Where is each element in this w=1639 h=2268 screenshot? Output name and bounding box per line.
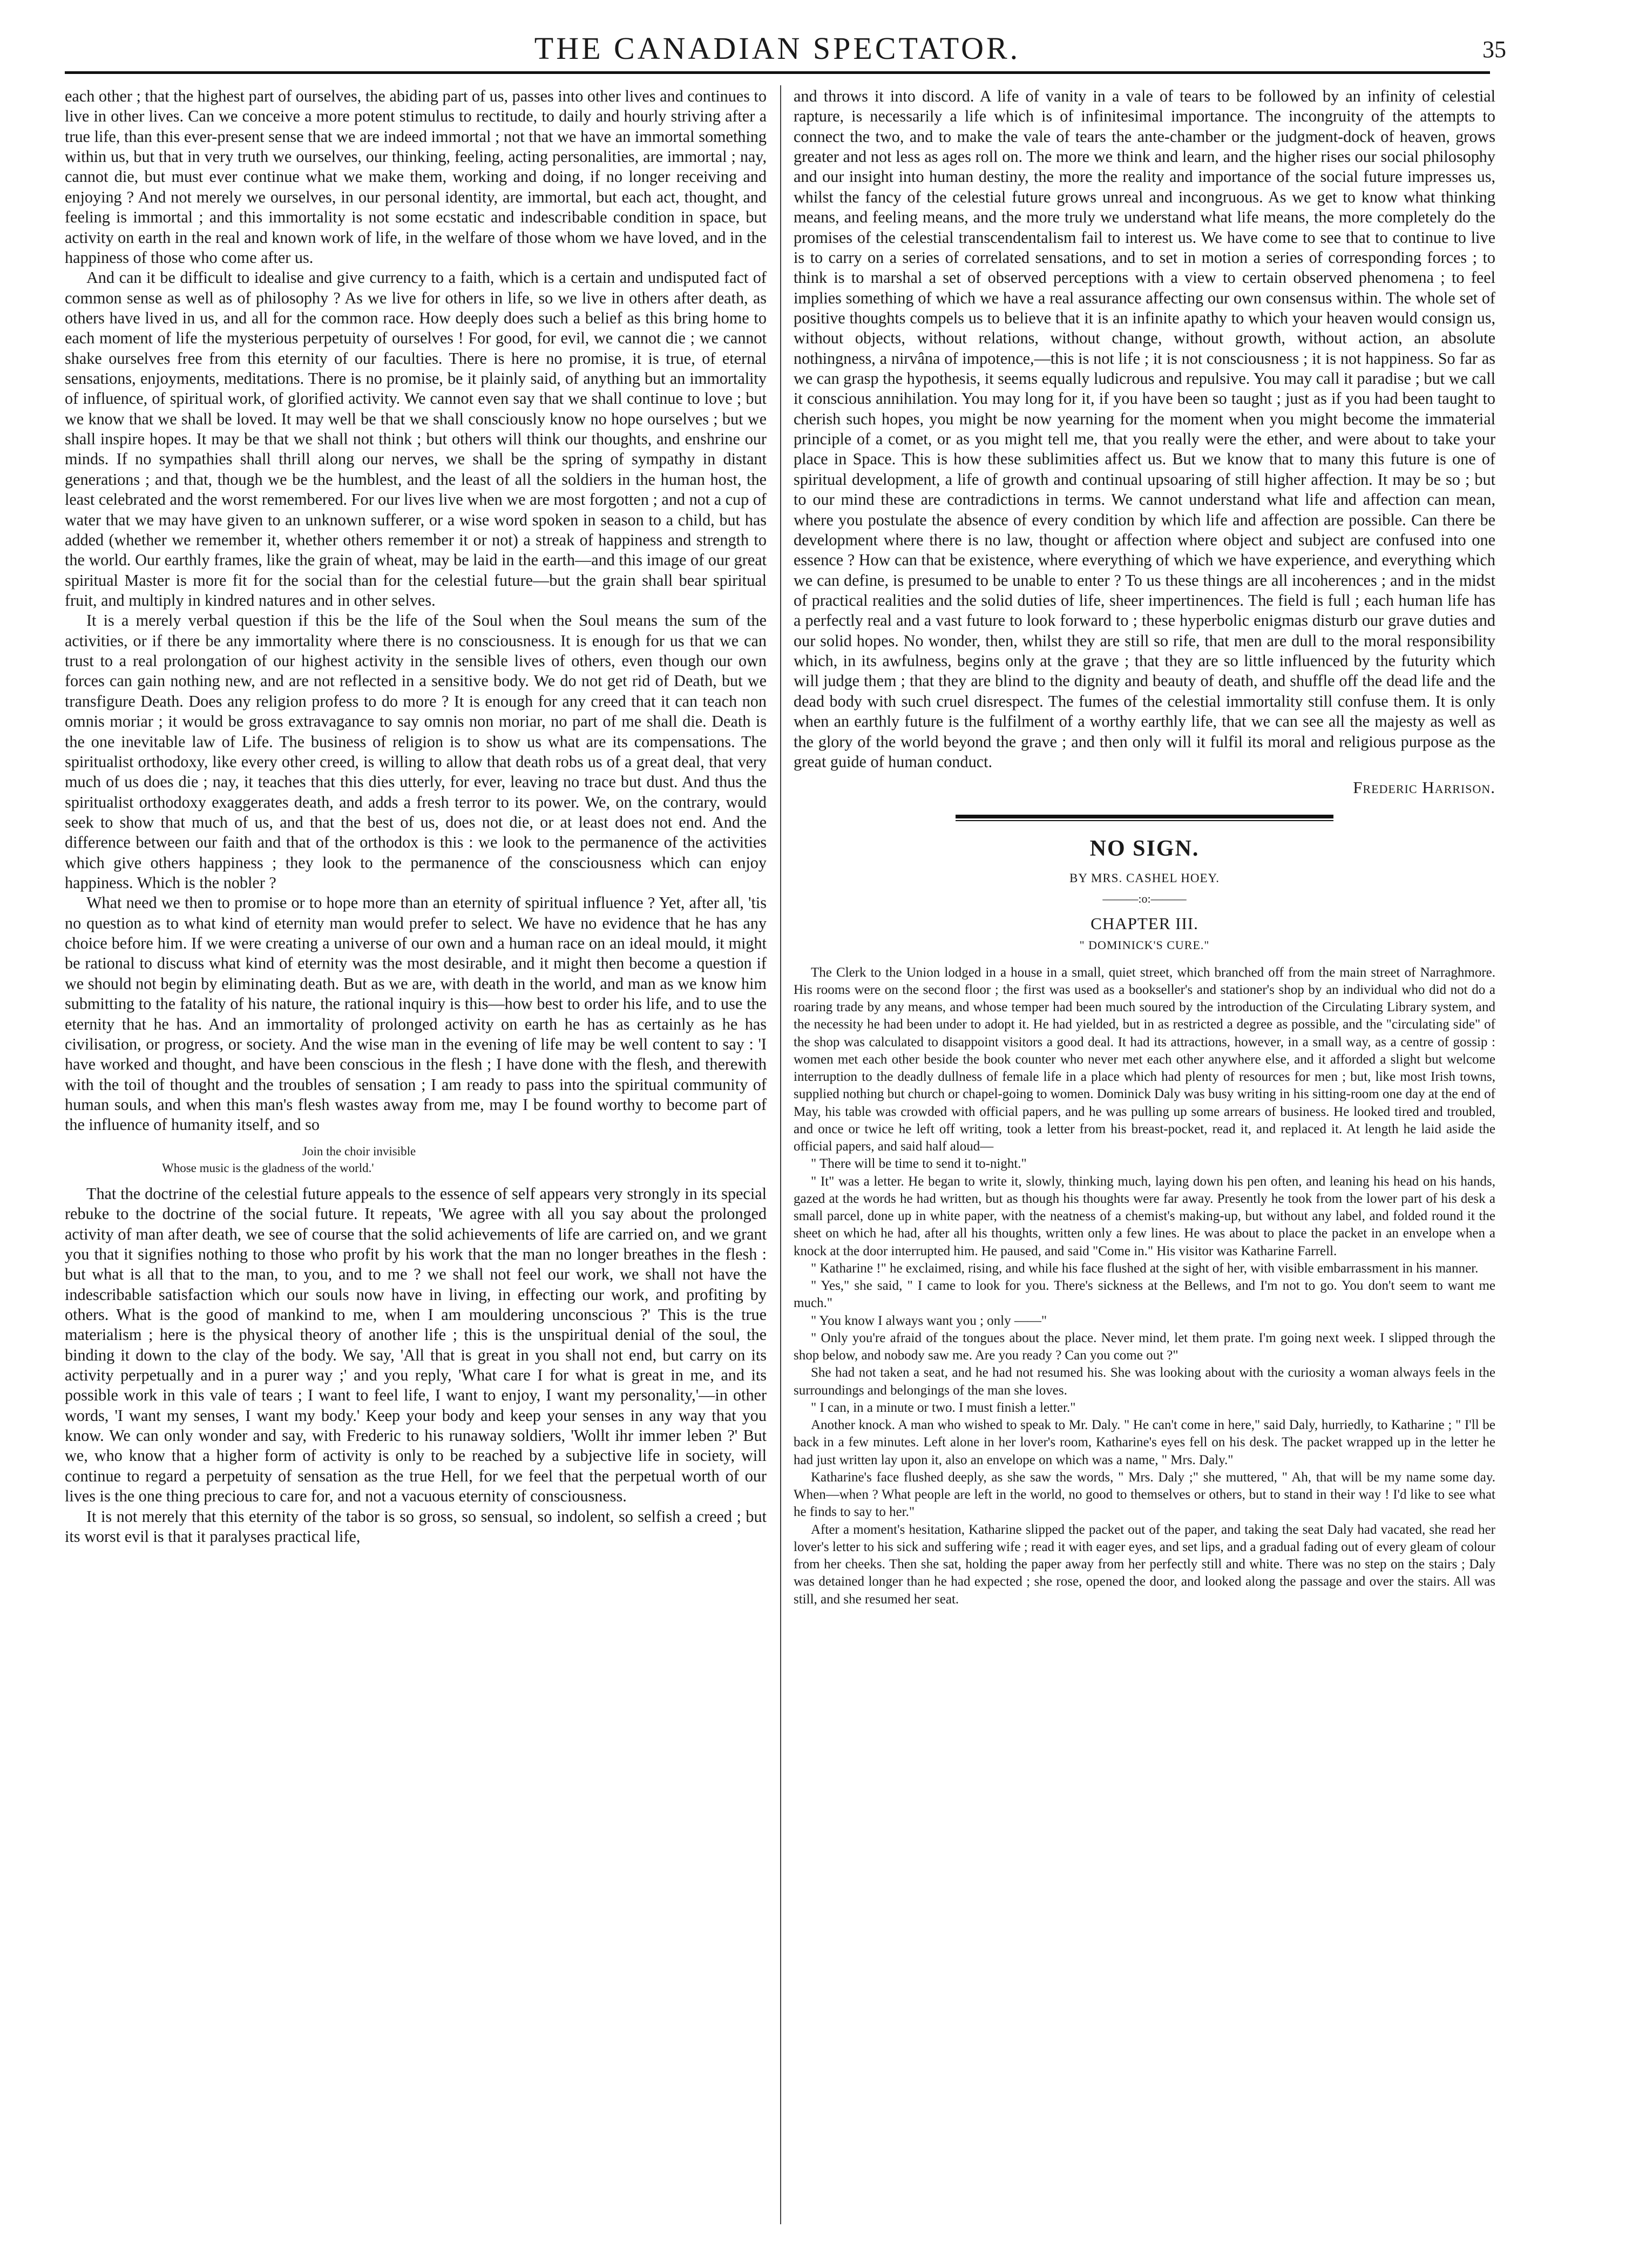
paragraph: That the doctrine of the celestial future appeals to the essence of self appears very strongly in its special rebuke to the doctrine of the social future. It repeats, 'We agree with all you say about the prolonged activity of man after death, we see of course that the solid achievements of life are carried on, and we grant you that it signifies nothing to those who profit by his work that the man no longer breathes in the flesh : but what is all that to the man, to you, and to me ? we shall not feel our work, we shall not have the indescribable satisfaction which our souls now have in living, in effecting our work, and profiting by others. What is the good of mankind to me, when I am mouldering unconscious ?' This is the true materialism ; here is the physical theory of another life ; this is the unspiritual denial of the soul, the binding it down to the clay of the body. We say, 'All that is great in you shall not end, but carry on its activity perpetually and in a purer way ;' and you reply, 'What care I for what is great in me, and its possible work in this vale of tears ; I want to feel life, I want to enjoy, I want my personality,'—in other words, 'I want my senses, I want my body.' Keep your body and keep your senses in any way that you know. We can only wonder and say, with Frederic to his runaway soldiers, 'Wollt ihr immer leben ?' But we, who know that a higher form of activity is only to be reached by a subjective life in society, will continue to regard a perpetuity of sensation as the true Hell, for we feel that the perpetual worth of our lives is the one thing precious to care for, and not a vacuous eternity of consciousness.: [65, 1184, 767, 1506]
page-number: 35: [1482, 36, 1506, 63]
story-paragraph: " Yes," she said, " I came to look for you. There's sickness at the Bellews, and I'm not to go. You don't seem to want me much.": [794, 1278, 1495, 1311]
story-paragraph: " Only you're afraid of the tongues about the place. Never mind, let them prate. I'm going next week. I slipped through the shop below, and nobody saw me. Are you ready ? Can you come out ?": [794, 1330, 1495, 1363]
story-paragraph: After a moment's hesitation, Katharine slipped the packet out of the paper, and taking the seat Daly had vacated, she read her lover's letter to his sick and suffering wife ; read it with eager eyes, and set lips, and a gradual fading out of every gleam of colour from her cheeks. Then she sat, holding the paper away from her perfectly still and white. There was no step on the stairs ; Daly was detained longer than he had expected ; she rose, opened the door, and looked along the passage and over the stairs. All was still, and she resumed her seat.: [794, 1522, 1495, 1607]
story-body: [794, 964, 1495, 1608]
column-divider: [780, 85, 781, 2224]
author-signature: Frederic Harrison.: [1353, 778, 1495, 797]
paragraph: And can it be difficult to idealise and give currency to a faith, which is a certain and undisputed fact of common sense as well as of philosophy ? As we live for others in life, so we live in others after death, as others have lived in us, and all for the common race. How deeply does such a belief as this bring home to each moment of life the mysterious perpetuity of ourselves ! For good, for evil, we cannot die ; we cannot shake ourselves free from this eternity of our faculties. There is here no promise, it is true, of eternal sensations, enjoyments, meditations. There is no promise, be it plainly said, of anything but an immortality of influence, of spiritual work, of glorified activity. We cannot even say that we shall continue to love ; but we know that we shall be loved. It may well be that we shall consciously know no hope ourselves ; but we shall inspire hopes. It may be that we shall not think ; but others will think our thoughts, and enshrine our minds. If no sympathies shall thrill along our nerves, we shall be the spring of sympathy in distant generations ; and that, though we be the humblest, and the least of all the soldiers in the human host, the least celebrated and the worst remembered. For our lives live when we are most forgotten ; and not a cup of water that we may have given to an unknown sufferer, or a wise word spoken in season to a child, but has added (whether we remember it, whether others remember it or not) a streak of happiness and strength to the world. Our earthly frames, like the grain of wheat, may be laid in the earth—and this image of our great spiritual Master is more fit for the social than for the celestial future—but the grain shall bear spiritual fruit, and multiply in kindred natures and in other selves.: [65, 268, 767, 610]
verse-line: Join the choir invisible: [302, 1144, 416, 1158]
masthead-title: THE CANADIAN SPECTATOR.: [534, 31, 1021, 66]
left-column: [65, 86, 767, 1547]
story-paragraph: " It" was a letter. He began to write it, slowly, thinking much, laying down his pen often, and leaning his head on his hands, gazed at the words he had written, but as though his thoughts were far away. Presently he took from the lower part of his desk a small parcel, done up in white paper, with the neatness of a chemist's making-up, but without any label, and folded round it the sheet on which he had, after all his thoughts, written only a few lines. He was about to place the packet in an envelope when a knock at the door interrupted him. He paused, and said "Come in." His visitor was Katharine Farrell.: [794, 1174, 1495, 1258]
story-paragraph: " I can, in a minute or two. I must finish a letter.": [811, 1400, 1076, 1415]
chapter-heading: CHAPTER III.: [1091, 914, 1198, 933]
story-paragraph: " You know I always want you ; only ——": [811, 1313, 1047, 1328]
paragraph: It is a merely verbal question if this be the life of the Soul when the Soul means the sum of the activities, or if there be any immortality where there is no consciousness. It is enough for us that we can trust to a real prolongation of our highest activity in the sensible lives of others, even though our own forces can gain nothing new, and are not reflected in a sensitive body. We do not get rid of Death, but we transfigure Death. Does any religion profess to do more ? It is enough for any creed that it can teach non omnis moriar ; it would be gross extravagance to say omnis non moriar, no part of me shall die. Death is the one inevitable law of Life. The business of religion is to show us what are its compensations. The spiritualist orthodoxy, like every other creed, is willing to allow that death robs us of a great deal, that very much of us does die ; nay, it teaches that this dies utterly, for ever, leaving no trace but dust. And thus the spiritualist orthodoxy exaggerates death, and adds a fresh terror to its power. We, on the contrary, would seek to show that much of us, and that the best of us, does not die, or at least does not end. And the difference between our faith and that of the orthodox is this : we look to the permanence of the activities which give others happiness ; they look to the permanence of the consciousness which can enjoy happiness. Which is the nobler ?: [65, 611, 767, 892]
story-paragraph: " There will be time to send it to-night.": [811, 1156, 1027, 1172]
story-author: BY MRS. CASHEL HOEY.: [1069, 871, 1220, 885]
story-title: NO SIGN.: [1089, 836, 1200, 861]
header-rule: [65, 71, 1490, 74]
verse-line: Whose music is the gladness of the world.': [162, 1161, 374, 1175]
story-paragraph: Katharine's face flushed deeply, as she saw the words, " Mrs. Daly ;" she muttered, " Ah, that will be my name some day. When—when ? What people are left in the world, no good to themselves or others, but to stand in their way ! I'd like to see what he finds to say to her.": [794, 1470, 1495, 1520]
section-rule: [956, 815, 1333, 821]
right-column: [794, 86, 1495, 1608]
verse-quote: [162, 1143, 767, 1176]
paragraph: What need we then to promise or to hope more than an eternity of spiritual influence ? Yet, after all, 'tis no question as to what kind of eternity man would prefer to select. We have no evidence that he has any choice before him. If we were creating a universe of our own and a human race on an ideal mould, it might be rational to discuss what kind of eternity was the most desirable, and it might then become a question if we should not begin by eliminating death. But as we are, with death in the world, and man as we know him submitting to the fatality of his nature, the rational inquiry is this—how best to order his life, and to use the eternity that he has. And an immortality of prolonged activity on earth he has as certainly as he has civilisation, or progress, or society. And the wise man in the evening of life may be well content to say : 'I have worked and thought, and have been conscious in the flesh ; I have done with the flesh, and therewith with the toil of thought and the troubles of sensation ; I am ready to pass into the spiritual community of human souls, and when this man's flesh wastes away from me, may I be found worthy to become part of the influence of humanity itself, and so: [65, 893, 767, 1134]
story-paragraph: She had not taken a seat, and he had not resumed his. She was looking about with the curiosity a woman always feels in the surroundings and belongings of the man she loves.: [794, 1365, 1495, 1398]
paragraph: each other ; that the highest part of ourselves, the abiding part of us, passes into other lives and continues to live in other lives. Can we conceive a more potent stimulus to rectitude, to daily and hourly striving after a true life, than this ever-present sense that we are indeed immortal ; not that we have an immortal something within us, but that in very truth we ourselves, our thinking, feeling, acting personalities, are immortal ; nay, cannot die, but must ever continue what we make them, working and doing, if no longer receiving and enjoying ? And not merely we ourselves, in our personal identity, are immortal, but each act, thought, and feeling is immortal ; and this immortality is not some ecstatic and indescribable condition in space, but activity on earth in the real and known work of life, in the welfare of those whom we have loved, and in the happiness of those who come after us.: [65, 87, 767, 267]
story-paragraph: Another knock. A man who wished to speak to Mr. Daly. " He can't come in here," said Daly, hurriedly, to Katharine ; " I'll be back in a few minutes. Left alone in her lover's room, Katharine's eyes fell on his desk. The packet wrapped up in the letter he had just written lay upon it, also an envelope on which was a name, " Mrs. Daly.": [794, 1418, 1495, 1467]
story-paragraph: The Clerk to the Union lodged in a house in a small, quiet street, which branched off from the main street of Narraghmore. His rooms were on the second floor ; the first was used as a bookseller's and stationer's shop by an individual who did not do a roaring trade by any means, and whose temper had been much soured by the introduction of the Circulating Library system, and the necessity he had been under to adopt it. He had yielded, but in as restricted a degree as possible, and the "circulating side" of the shop was calculated to disappoint visitors a good deal. It had its attractions, however, in a small way, as a centre of gossip : women met each other beside the book counter who never met each other anywhere else, and it afforded a slight but welcome interruption to the deadly dullness of female life in a place which had plenty of resources for men ; but, like most Irish towns, supplied nothing but church or chapel-going to women. Dominick Daly was busy writing in his sitting-room one day at the end of May, his table was crowded with official papers, and he was pulling up some arrears of business. He looked tired and troubled, and once or twice he left off writing, took a letter from his breast-pocket, read it, and replaced it. At length he laid aside the official papers, and said half aloud—: [794, 965, 1495, 1154]
paragraph: and throws it into discord. A life of vanity in a vale of tears to be followed by an infinity of celestial rapture, is necessarily a life which is of infinitesimal importance. The incongruity of the attempts to connect the two, and to make the vale of tears the ante-chamber or the judgment-dock of heaven, grows greater and not less as ages roll on. The more we think and learn, and the higher rises our social philosophy and our insight into human destiny, the more the reality and importance of the social future impresses us, whilst the fancy of the celestial future grows unreal and incongruous. As we get to know what thinking means, and feeling means, and the more truly we understand what life means, the more completely do the promises of the celestial transcendentalism fail to interest us. We have come to see that to continue to live is to carry on a series of correlated sensations, and to set in motion a series of corresponding forces ; to think is to marshal a set of observed perceptions with a view to certain observed phenomena ; to feel implies something of which we have a real assurance affecting our own consensus within. The whole set of positive thoughts compels us to believe that it is an infinite apathy to which your heaven would consign us, without objects, without relations, without change, without growth, without action, an absolute nothingness, a nirvâna of impotence,—this is not life ; it is not consciousness ; it is not happiness. So far as we can grasp the hypothesis, it seems equally ludicrous and repulsive. You may call it paradise ; but we call it conscious annihilation. You may long for it, if you have been so taught ; just as if you had been taught to cherish such hopes, you might be now yearning for the moment when you might become the immaterial principle of a comet, or as you might tell me, that you really were the ether, and were about to take your place in Space. This is how these sublimities affect us. But we know that to many this future is one of spiritual development, a life of growth and continual upsoaring of still higher affection. It may be so ; but to our mind these are contradictions in terms. We cannot understand what life and affection can mean, where you postulate the absence of every condition by which life and affection are possible. Can there be development where there is no law, thought or affection where object and subject are confused into one essence ? How can that be existence, where everything of which we have experience, and everything which we can define, is presumed to be unable to enter ? To us these things are all incoherences ; and in the midst of practical realities and the solid duties of life, sheer impertinences. The field is full ; each human life has a perfectly real and a vast future to look forward to ; these hyperbolic enigmas disturb our grave duties and our solid hopes. No wonder, then, whilst they are still so rife, that men are dull to the moral responsibility which, in its awfulness, begins only at the grave ; that they are so little influenced by the futurity which will judge them ; that they are blind to the dignity and beauty of death, and shuffle off the dead life and the dead body with such cruel disrespect. The fumes of the celestial immortality still confuse them. It is only when an earthly future is the fulfilment of a worthy earthly life, that we can see all the majesty as well as the glory of the world beyond the grave ; and then only will it fulfil its moral and religious purpose as the great guide of human conduct.: [794, 87, 1495, 771]
story-paragraph: " Katharine !" he exclaimed, rising, and while his face flushed at the sight of her, with visible embarrassment in his manner.: [811, 1261, 1479, 1276]
paragraph: It is not merely that this eternity of the tabor is so gross, so sensual, so indolent, so selfish a creed ; but its worst evil is that it paralyses practical life,: [65, 1507, 767, 1546]
chapter-title: " DOMINICK'S CURE.": [1079, 938, 1210, 952]
ornament: ———:o:———: [1102, 891, 1187, 905]
